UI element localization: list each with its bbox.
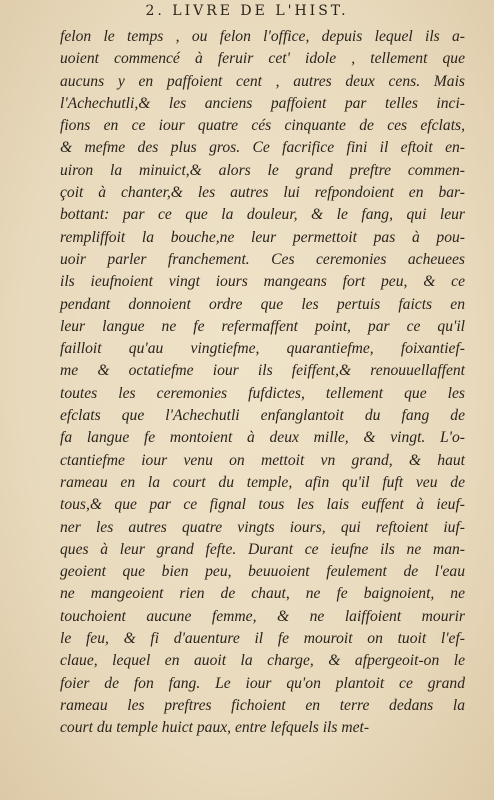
text-line: rameau les preftres fichoient en terre dedans la xyxy=(60,696,465,714)
text-line: uoient commencé à feruir cet' idole , tellement que xyxy=(60,50,465,68)
text-line: rempliffoit la bouche,ne leur permettoit pas à pou- xyxy=(60,228,465,246)
text-line: uoir parler franchement. Ces ceremonies acheuees xyxy=(60,250,465,268)
text-line: me & octatiefme iour ils feiffent,& renouuellaffent xyxy=(60,362,465,380)
text-line: fions en ce iour quatre cés cinquante de ces efclats, xyxy=(60,117,465,135)
text-line: foier de fon fang. Le iour qu'on plantoit ce grand xyxy=(60,674,465,692)
text-line: ques à leur grand fefte. Durant ce ieufne ils ne man- xyxy=(60,540,465,558)
text-line: rameau en la court du temple, afin qu'il fuft veu de xyxy=(60,473,465,491)
text-line: court du temple huict paux, entre lefquels ils met- xyxy=(60,719,370,737)
text-line: l'Achechutli,& les anciens paffoient par telles inci- xyxy=(60,94,465,112)
text-line: ner les autres quatre vingts iours, qui reftoient iuf- xyxy=(60,518,465,536)
text-line: pendant donnoient ordre que les pertuis faicts en xyxy=(60,295,465,313)
text-line: leur langue ne fe refermaffent point, par ce qu'il xyxy=(60,317,465,335)
text-line: geoient que bien peu, beuuoient feulement de l'eau xyxy=(60,563,465,581)
text-line: & mefme des plus gros. Ce facrifice fini il eftoit en- xyxy=(60,139,465,157)
text-line: touchoient aucune femme, & ne laiffoient mourir xyxy=(60,607,465,625)
text-line: tous,& que par ce fignal tous les lais euffent à ieuf- xyxy=(60,496,465,514)
text-line: ils ieufnoient vingt iours mangeans fort peu, & ce xyxy=(60,273,465,291)
running-header: 2. LIVRE DE L'HIST. xyxy=(145,3,349,19)
text-line: felon le temps , ou felon l'office, depuis lequel ils a- xyxy=(60,28,465,45)
text-line: failloit qu'au vingtiefme, quarantiefme, foixantief- xyxy=(60,340,465,358)
body-text xyxy=(60,26,465,740)
text-line: ne mangeoient rien de chaut, ne fe baignoient, ne xyxy=(60,585,465,603)
text-line: aucuns y en paffoient cent , autres deux cens. Mais xyxy=(60,72,465,90)
text-line: fa langue fe montoient à deux mille, & vingt. L'o- xyxy=(60,429,465,447)
text-line: çoit à chanter,& les autres lui refpondoient en bar- xyxy=(60,184,465,202)
text-line: le feu, & fi d'auenture il fe mouroit on tuoit l'ef- xyxy=(60,630,465,648)
text-line: ctantiefme iour venu on mettoit vn grand, & haut xyxy=(60,451,465,469)
text-line: claue, lequel en auoit la charge, & afpergeoit-on le xyxy=(60,652,465,670)
text-line: toutes les ceremonies fufdictes, tellement que les xyxy=(60,384,465,402)
text-line: bottant: par ce que la douleur, & le fang, qui leur xyxy=(60,206,465,224)
text-line: uiron la minuict,& alors le grand preftre commen- xyxy=(60,161,465,179)
text-line: efclats que l'Achechutli enfanglantoit du fang de xyxy=(60,407,465,425)
